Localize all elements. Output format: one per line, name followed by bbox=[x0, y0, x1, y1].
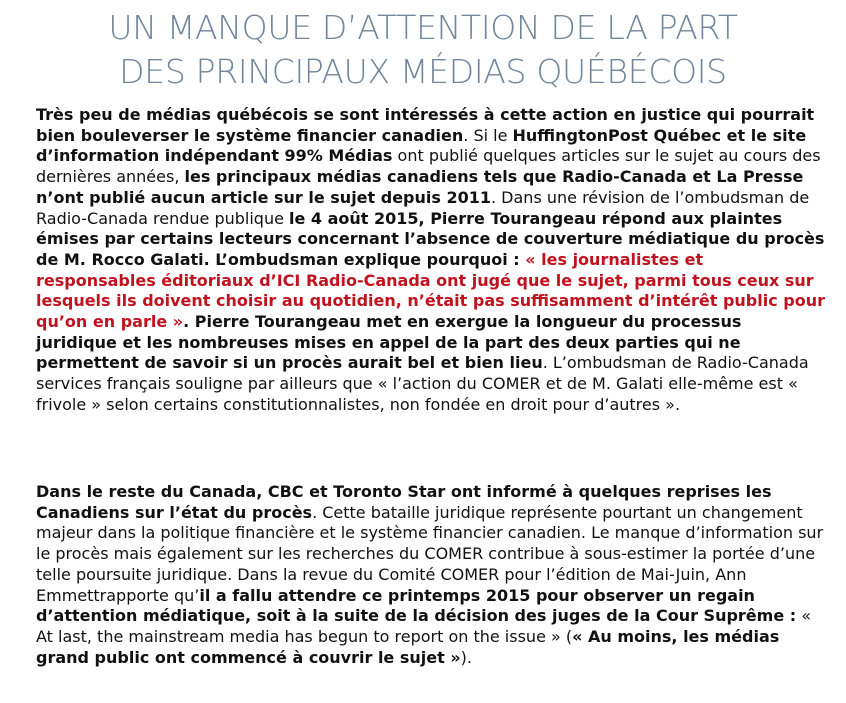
text-bold: HuffingtonPost Québec et le site d’information indépendant 99% Médias bbox=[36, 125, 807, 166]
paragraph-1 bbox=[36, 105, 826, 416]
quote-highlight: « les journalistes et responsables éditoriaux d’ICI Radio-Canada ont jugé que le sujet, parmi tous ceux sur lesquels ils doivent choisir au quotidien, n’était pas suffisamment d’intérêt public pour qu’on en parle » bbox=[36, 249, 825, 332]
title-line-1: UN MANQUE D’ATTENTION DE LA PART bbox=[108, 8, 738, 47]
text-normal: ont publié quelques articles sur le sujet au cours des dernières années, bbox=[36, 146, 821, 187]
article-title bbox=[0, 6, 846, 94]
text-bold: Très peu de médias québécois se sont intéressés à cette action en justice qui pourrait bien bouleverser le système financier canadien bbox=[36, 105, 815, 145]
paragraph-2 bbox=[36, 482, 826, 668]
text-bold: le 4 août 2015, Pierre Tourangeau répond aux plaintes émises par certains lecteurs concernant l’absence de couverture médiatique du procès de M. Rocco Galati. L’ombudsman explique pourquoi : bbox=[36, 208, 825, 269]
text-bold: Dans le reste du Canada, CBC et Toronto Star ont informé à quelques reprises les Canadiens sur l’état du procès bbox=[36, 482, 772, 522]
text-bold: il a fallu attendre ce printemps 2015 pour observer un regain d’attention médiatique, soit à la suite de la décision des juges de la Cour Suprême : bbox=[36, 585, 797, 626]
text-normal: . Cette bataille juridique représente pourtant un changement majeur dans la politique financière et le système financier canadien. Le manque d’information sur le procès mais également sur les recherches du COMER contribue à sous-estimer la portée d’une telle poursuite juridique. Dans la revue du Comité COMER pour l’édition de Mai-Juin, Ann Emmettrapporte qu’ bbox=[36, 502, 824, 605]
text-bold: . Pierre Tourangeau met en exergue la longueur du processus juridique et les nombreuses mises en appel de la part des deux parties qui ne permettent de savoir si un procès aurait bel et bien lieu bbox=[36, 312, 742, 373]
text-normal: ). bbox=[460, 647, 472, 667]
text-bold: « Au moins, les médias grand public ont commencé à couvrir le sujet » bbox=[36, 626, 780, 667]
text-bold: les principaux médias canadiens tels que Radio-Canada et La Presse n’ont publié aucun article sur le sujet depuis 2011 bbox=[36, 167, 804, 207]
title-line-2: DES PRINCIPAUX MÉDIAS QUÉBÉCOIS bbox=[119, 52, 727, 91]
text-normal: « At last, the mainstream media has begun to report on the issue » ( bbox=[36, 606, 812, 646]
text-normal: . Dans une révision de l’ombudsman de Radio-Canada rendue publique bbox=[36, 187, 810, 228]
text-normal: . L’ombudsman de Radio-Canada services français souligne par ailleurs que « l’action du COMER et de M. Galati elle-même est « frivole » selon certains constitutionnalistes, non fondée en droit pour d’autres ». bbox=[36, 353, 809, 414]
text-normal: . Si le bbox=[463, 125, 513, 145]
